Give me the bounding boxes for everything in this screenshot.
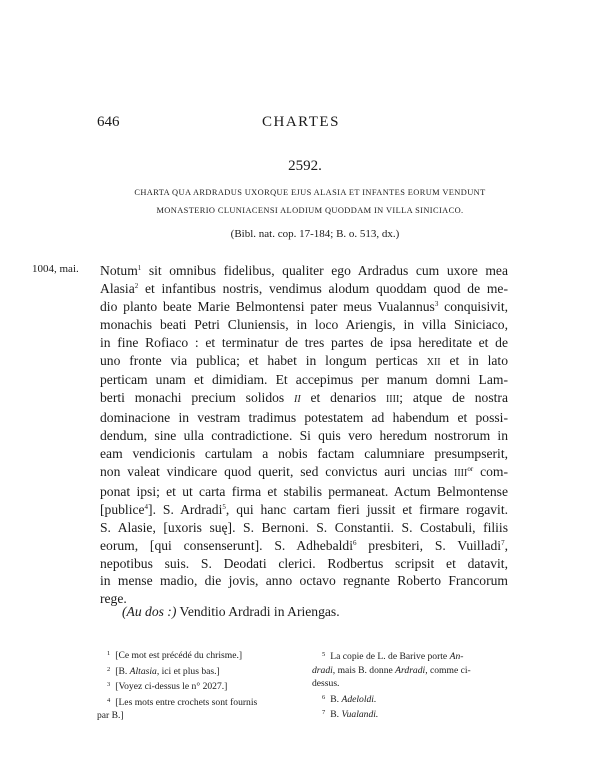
body-line-12: non valeat vindicare quod querit, sed convictus auri uncias $IIII^{or}$ com- — [100, 463, 508, 479]
body-line-16: eorum, [qui consenserunt]. S. Adhebaldi$^6$ presbiteri, S. Vuilladi$^7$, — [100, 537, 508, 553]
body-line-18: in mense madio, die jovis, anno octavo regnante Roberto Francorum — [100, 573, 508, 589]
source-reference: (Bibl. nat. cop. 17-184; B. o. 513, dx.) — [230, 228, 400, 240]
body-line-3: dio planto beate Marie Belmontensi pater meus Vualannus$^3$ conquisivit, — [100, 298, 508, 314]
footnote-ref-5: 5 — [222, 502, 226, 511]
charter-title-line-1: CHARTA QUA ARDRADUS UXORQUE EJUS ALASIA ET INFANTES EORUM VENDUNT — [134, 188, 486, 197]
charter-number: 2592. — [288, 158, 322, 174]
body-line-4: monachis beati Petri Cluniensis, in loco Ariengis, in villa Siniciaco, — [100, 316, 508, 332]
body-line-8: berti monachi precium solidos II et denarios IIII; atque de nostra — [100, 390, 508, 406]
charter-body — [100, 262, 508, 608]
margin-date: 1004, mai. — [32, 263, 79, 275]
footnote-5: $^5$ La copie de L. de Barive porte An- — [322, 651, 464, 662]
footnote-5-end: dessus. — [312, 678, 340, 690]
body-line-9: dominacione in vestram tradimus potestatem ad habendum et possi- — [100, 410, 508, 426]
footnote-7: $^7$ B. Vualandi. — [322, 709, 379, 721]
footnote-ref-1: 1 — [137, 264, 142, 272]
footnote-6: $^6$ B. Adeloldi. — [322, 693, 377, 705]
footnote-4-continued: par B.] — [97, 710, 124, 722]
footnote-2: $^2$ [B. Altasia, ici et plus bas.] — [107, 665, 220, 677]
body-line-19: rege. — [100, 591, 127, 607]
footnote-ref-4: 4 — [144, 502, 149, 511]
body-line-1: Notum$^1$ sit omnibus fidelibus, qualiter ego Ardradus cum uxore mea — [100, 263, 508, 278]
body-line-15: S. Alasie, [uxoris suę]. S. Bernoni. S. Constantii. S. Costabuli, filiis — [100, 519, 508, 535]
body-line-11: eam vendicionis cartulam a nobis factam calumniare presumpserit, — [100, 446, 508, 462]
body-line-14: [publice$^4$]. S. Ardradi$^5$, qui hanc cartam fieri jussit et firmare rogavit. — [100, 501, 508, 517]
footnote-3: $^3$ [Voyez ci-dessus le n° 2027.] — [107, 681, 228, 693]
dorsal-label: (Au dos :) — [122, 604, 177, 619]
footnote-4: $^4$ [Les mots entre crochets sont fournis — [107, 696, 258, 708]
body-line-5: in fine Rofiaco : et terminatur de tres partes de ipsa hereditate et de — [100, 334, 508, 350]
running-head: CHARTES — [262, 114, 340, 130]
footnote-1: $^1$ [Ce mot est précédé du chrisme.] — [107, 650, 243, 661]
dorsal-text: Venditio Ardradi in Ariengas. — [176, 604, 340, 619]
body-line-17: nepotibus suis. S. Deodati clerici. Rodbertus scripsit et datavit, — [100, 555, 508, 571]
footnote-ref-2: 2 — [134, 281, 139, 290]
charter-title-line-2: MONASTERIO CLUNIACENSI ALODIUM QUODDAM IN VILLA SINICIACO. — [156, 206, 464, 215]
body-line-2: Alasia$^2$ et infantibus nostris, vendimus alodum quoddam quod de me- — [100, 280, 508, 296]
footnotes-left — [97, 647, 297, 723]
body-line-6: uno fronte via publica; et habet in longum perticas XII et in lato — [100, 352, 508, 368]
dorsal-note — [122, 604, 340, 620]
footnote-ref-3: 3 — [434, 299, 439, 308]
page-number: 646 — [97, 114, 120, 130]
footnote-ref-7: 7 — [501, 538, 505, 547]
body-line-7: perticam unam et dimidiam. Et accepimus per manum domni Lam- — [100, 372, 508, 388]
footnote-ref-6: 6 — [352, 538, 357, 547]
footnotes-right — [312, 648, 512, 722]
body-line-13: ponat ipsi; et ut carta firma et stabilis permaneat. Actum Belmontense — [100, 483, 508, 499]
body-line-10: dendum, sine ulla contradictione. Si quis vero heredum nostrorum in — [100, 428, 508, 444]
footnote-5-continued: dradi, mais B. donne Ardradi, comme ci- — [312, 664, 471, 676]
